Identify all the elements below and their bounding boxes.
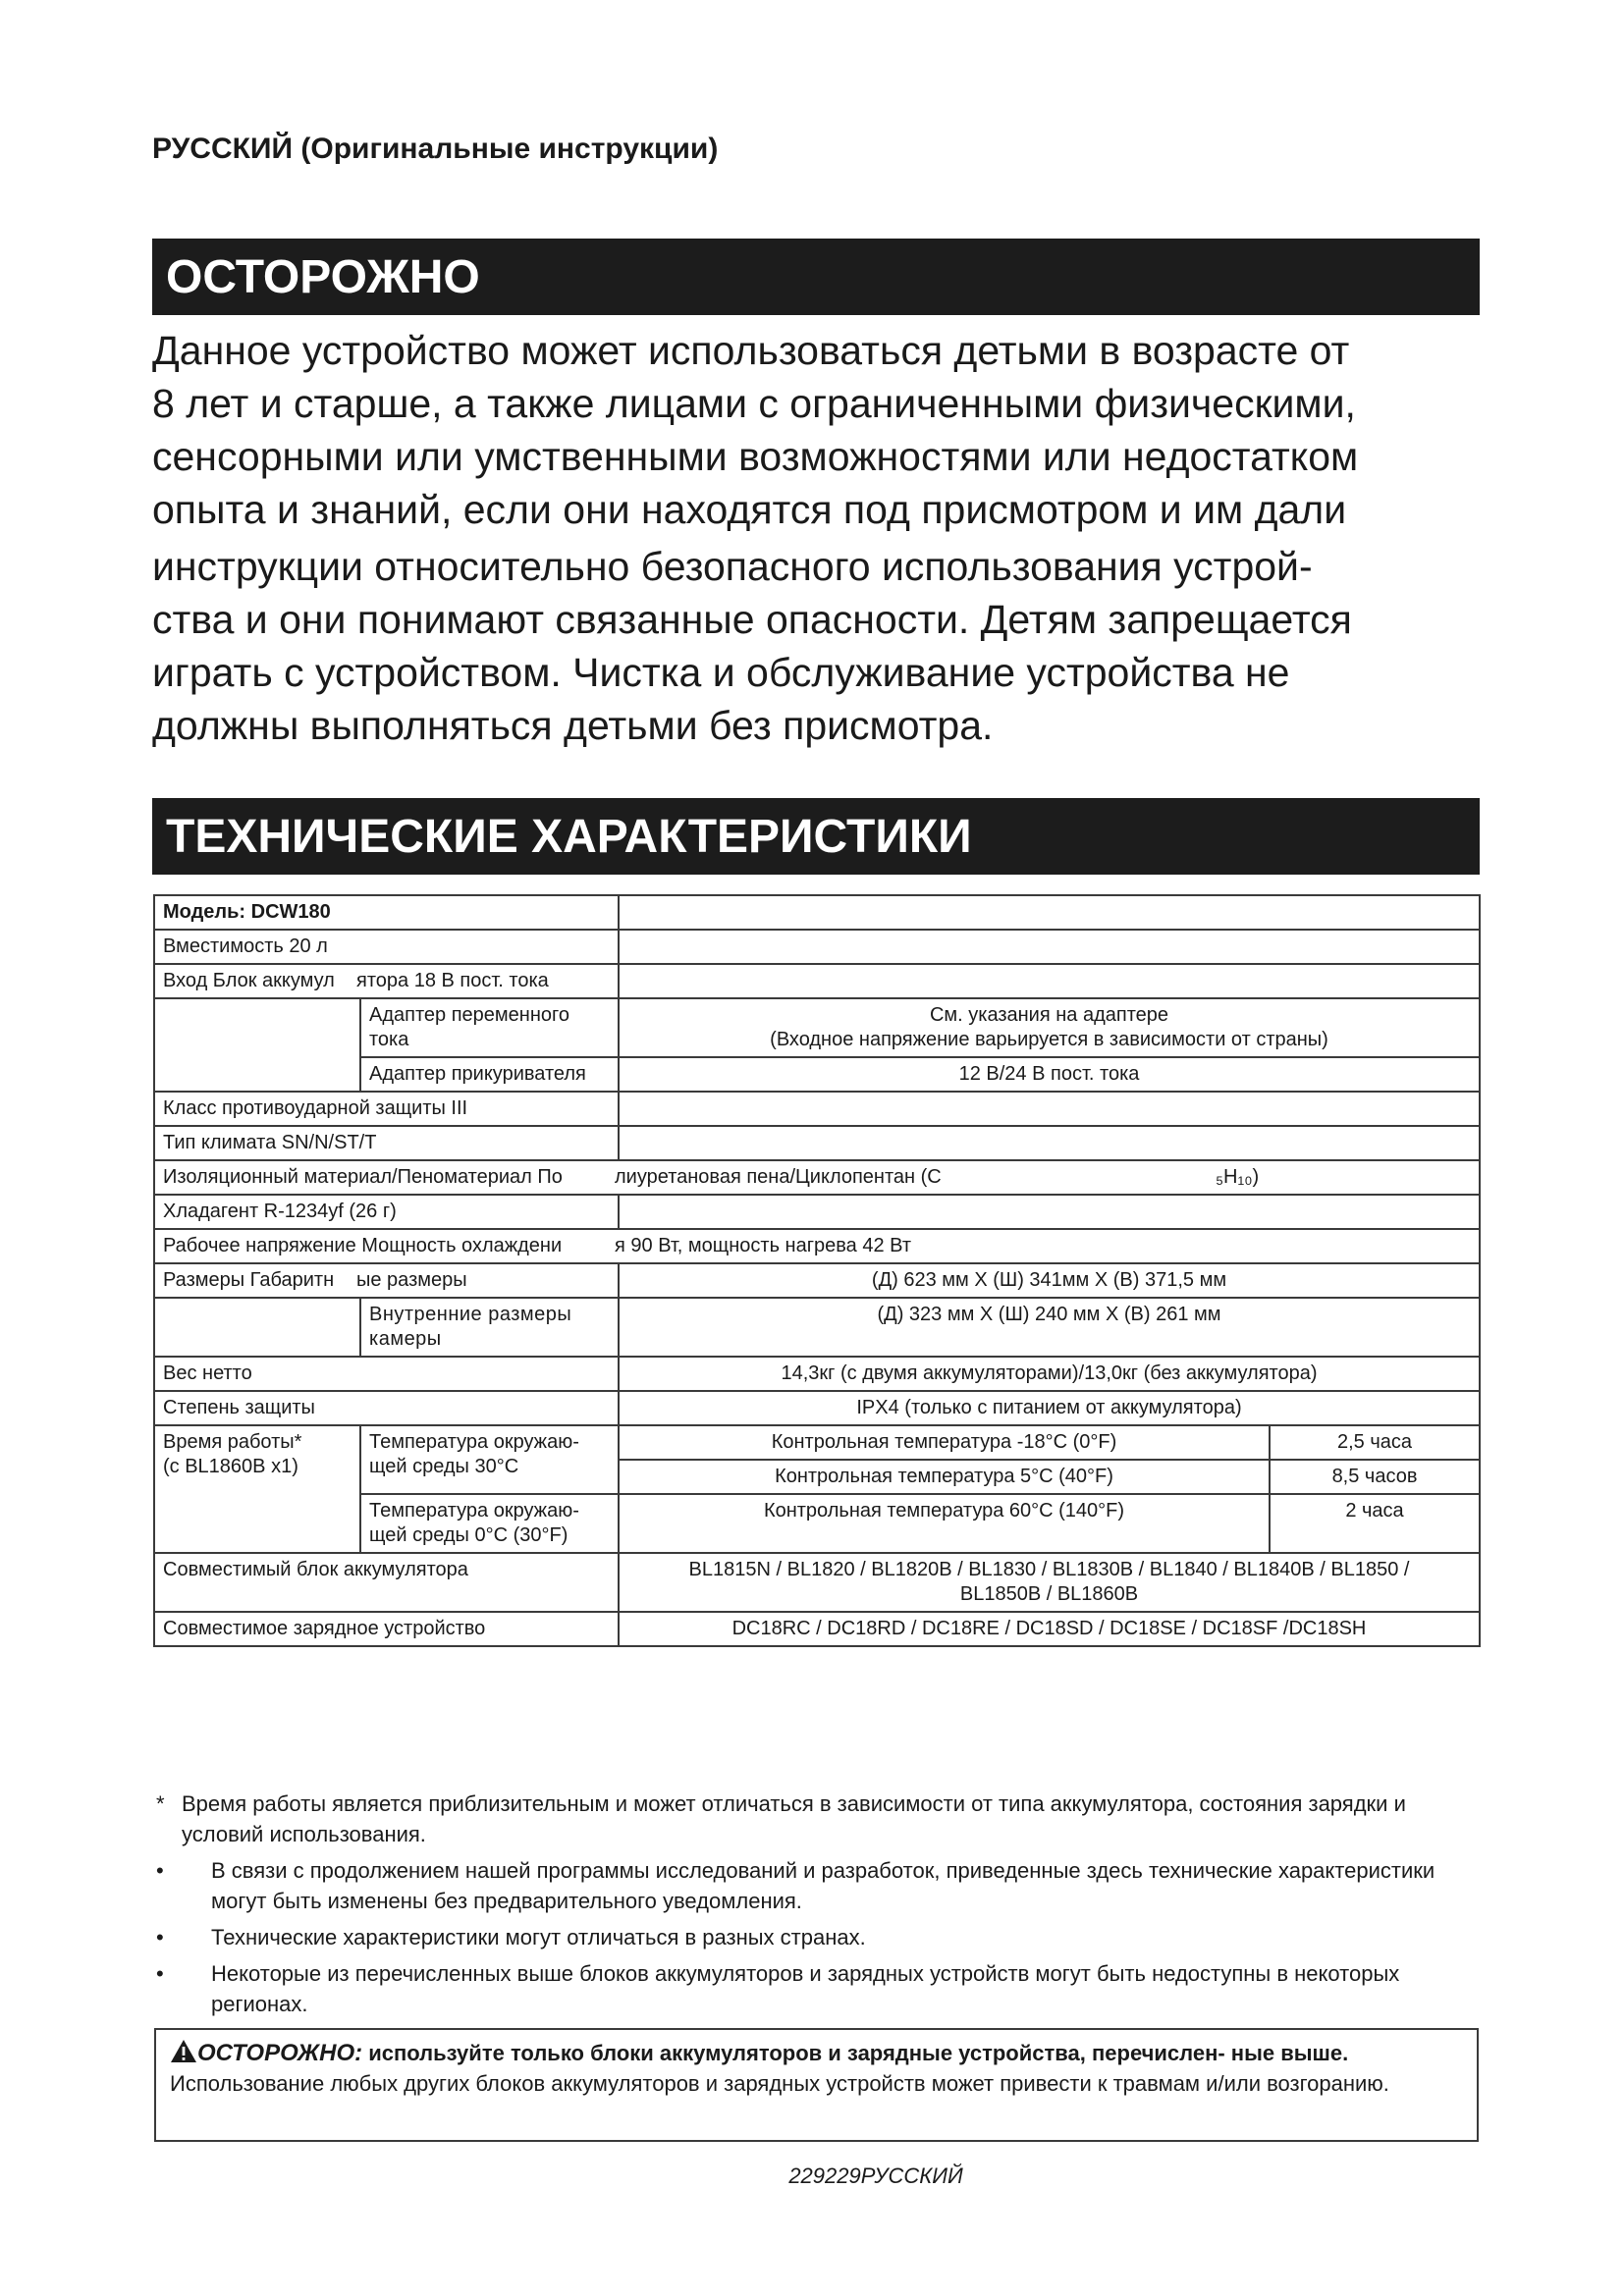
ac-adapter-value-line: См. указания на адаптере (929, 1004, 1169, 1026)
table-row (154, 1425, 1480, 1460)
table-row (154, 1160, 1480, 1195)
ac-adapter-value-line: (Входное напряжение варьируется в зависимости от страны) (770, 1029, 1328, 1050)
model-value-cell (619, 895, 1480, 930)
dimensions-value: (Д) 623 мм X (Ш) 341мм X (В) 371,5 мм (619, 1263, 1480, 1298)
warning-line: 8 лет и старше, а также лицами с ограниченными физическими, (152, 381, 1356, 426)
warning-triangle-icon (170, 2039, 197, 2063)
ac-adapter-label: Адаптер переменного тока (360, 998, 619, 1057)
bullet-icon: • (156, 1858, 164, 1883)
input-value: ятора 18 В пост. тока (356, 970, 549, 991)
input-blank-cell (154, 998, 360, 1057)
shock-class-value (619, 1092, 1480, 1126)
battery-value (619, 1553, 1480, 1612)
input-extra-cell (619, 964, 1480, 998)
runtime-battery: (с BL1860B x1) (163, 1456, 298, 1477)
battery-label: Совместимый блок аккумулятора (154, 1553, 619, 1612)
page-header: РУССКИЙ (Оригинальные инструкции) (152, 133, 719, 165)
dimensions-sublabel: ые размеры (356, 1269, 467, 1291)
table-row (154, 895, 1480, 930)
warning-line: играть с устройством. Чистка и обслуживание устройства не (152, 650, 1290, 695)
note-item (152, 1958, 1480, 2019)
runtime-condition: Контрольная температура 60°C (140°F) (619, 1494, 1270, 1553)
input-label: Вход Блок аккумул (163, 970, 335, 991)
ambient-30-label: Температура окружаю- щей среды 30°C (360, 1425, 619, 1494)
dimensions-sublabel-cell (356, 1263, 619, 1298)
table-row (154, 1391, 1480, 1425)
voltage-label: Рабочее напряжение Мощность охлаждени (163, 1235, 563, 1256)
insulation-label-cell (154, 1160, 619, 1195)
voltage-value-cell (615, 1229, 1480, 1263)
model-cell: Модель: DCW180 (154, 895, 619, 930)
shock-class-cell: Класс противоударной защиты III (154, 1092, 619, 1126)
inner-dim-label: Внутренние размеры камеры (360, 1298, 619, 1357)
caution-bold-text: используйте только блоки аккумуляторов и зарядные устройства, перечислен- ные выше. (368, 2041, 1349, 2065)
note-text: Технические характеристики могут отличаться в разных странах. (211, 1925, 866, 1949)
dimensions-label: Размеры Габаритн (163, 1269, 335, 1291)
note-item (152, 1789, 1480, 1849)
table-row (154, 930, 1480, 964)
input-value-cell (356, 964, 619, 998)
note-text: Некоторые из перечисленных выше блоков аккумуляторов и зарядных устройств могут быть недоступны в некоторых регионах. (211, 1961, 1400, 2016)
insulation-formula: ₅H₁₀) (1216, 1166, 1260, 1188)
table-row (154, 1195, 1480, 1229)
input-blank-cell (154, 1057, 360, 1092)
note-text: В связи с продолжением нашей программы исследований и разработок, приведенные здесь технические характеристики могут быть изменены без предварительного уведомления. (211, 1858, 1435, 1913)
warning-banner: ОСТОРОЖНО (152, 239, 1480, 315)
charger-value: DC18RC / DC18RD / DC18RE / DC18SD / DC18SE / DC18SF /DC18SH (619, 1612, 1480, 1646)
table-row (154, 964, 1480, 998)
runtime-condition: Контрольная температура -18°C (0°F) (619, 1425, 1270, 1460)
bullet-icon: • (156, 1961, 164, 1986)
note-text: Время работы является приблизительным и может отличаться в зависимости от типа аккумулятора, состояния зарядки и условий использования. (182, 1791, 1406, 1846)
warning-line: Данное устройство может использоваться детьми в возрасте от (152, 328, 1350, 373)
dimensions-blank-cell (154, 1298, 360, 1357)
ambient-0-label: Температура окружаю- щей среды 0°C (30°F) (360, 1494, 619, 1553)
table-row (154, 1612, 1480, 1646)
warning-line: должны выполняться детьми без присмотра. (152, 703, 994, 748)
table-row (154, 1553, 1480, 1612)
runtime-condition: Контрольная температура 5°C (40°F) (619, 1460, 1270, 1494)
weight-value: 14,3кг (с двумя аккумуляторами)/13,0кг (без аккумулятора) (619, 1357, 1480, 1391)
notes-list (152, 1789, 1480, 2025)
capacity-value-cell (619, 930, 1480, 964)
runtime-label: Время работы* (163, 1431, 302, 1453)
voltage-label-cell (154, 1229, 619, 1263)
car-adapter-label: Адаптер прикуривателя (360, 1057, 619, 1092)
insulation-label: Изоляционный материал/Пеноматериал По (163, 1166, 563, 1188)
warning-line: ства и они понимают связанные опасности. Детям запрещается (152, 597, 1352, 642)
caution-text: Использование любых других блоков аккумуляторов и зарядных устройств может привести к травмам и/или возгоранию. (170, 2071, 1389, 2096)
note-item (152, 1855, 1480, 1916)
specs-banner: ТЕХНИЧЕСКИЕ ХАРАКТЕРИСТИКИ (152, 798, 1480, 875)
climate-type-cell: Тип климата SN/N/ST/T (154, 1126, 619, 1160)
table-row (154, 1057, 1480, 1092)
battery-value-line: BL1850B / BL1860B (959, 1583, 1139, 1605)
weight-label: Вес нетто (154, 1357, 619, 1391)
table-row (154, 1357, 1480, 1391)
specs-table (153, 894, 1481, 1647)
insulation-value-cell (615, 1160, 1480, 1195)
table-row (154, 1229, 1480, 1263)
refrigerant-value (619, 1195, 1480, 1229)
car-adapter-value: 12 В/24 В пост. тока (619, 1057, 1480, 1092)
runtime-label-cell (154, 1425, 360, 1553)
inner-dim-value: (Д) 323 мм X (Ш) 240 мм X (В) 261 мм (619, 1298, 1480, 1357)
runtime-time: 2 часа (1270, 1494, 1480, 1553)
bullet-icon: • (156, 1925, 164, 1949)
page-footer: 229229РУССКИЙ (788, 2163, 963, 2188)
runtime-time: 8,5 часов (1270, 1460, 1480, 1494)
voltage-value: я 90 Вт, мощность нагрева 42 Вт (615, 1235, 911, 1256)
protection-value: IPX4 (только с питанием от аккумулятора) (619, 1391, 1480, 1425)
caution-title: ОСТОРОЖНО: (197, 2040, 363, 2066)
caution-box (154, 2028, 1479, 2142)
refrigerant-cell: Хладагент R-1234yf (26 г) (154, 1195, 619, 1229)
warning-line: инструкции относительно безопасного использования устрой- (152, 544, 1313, 589)
input-label-cell (154, 964, 360, 998)
table-row (154, 1092, 1480, 1126)
climate-type-value (619, 1126, 1480, 1160)
warning-line: опыта и знаний, если они находятся под присмотром и им дали (152, 487, 1347, 532)
battery-value-line: BL1815N / BL1820 / BL1820B / BL1830 / BL1830B / BL1840 / BL1840B / BL1850 / (688, 1559, 1410, 1580)
dimensions-label-cell (154, 1263, 360, 1298)
charger-label: Совместимое зарядное устройство (154, 1612, 619, 1646)
note-asterisk: * (156, 1791, 165, 1816)
note-item (152, 1922, 1480, 1952)
capacity-cell: Вместимость 20 л (154, 930, 619, 964)
warning-line: сенсорными или умственными возможностями или недостатком (152, 434, 1359, 479)
table-row (154, 998, 1480, 1057)
insulation-value: лиуретановая пена/Циклопентан (С (615, 1166, 942, 1188)
table-row (154, 1126, 1480, 1160)
ac-adapter-value (619, 998, 1480, 1057)
table-row (154, 1298, 1480, 1357)
runtime-time: 2,5 часа (1270, 1425, 1480, 1460)
warning-text (152, 324, 1488, 752)
table-row (154, 1263, 1480, 1298)
protection-label: Степень защиты (154, 1391, 619, 1425)
